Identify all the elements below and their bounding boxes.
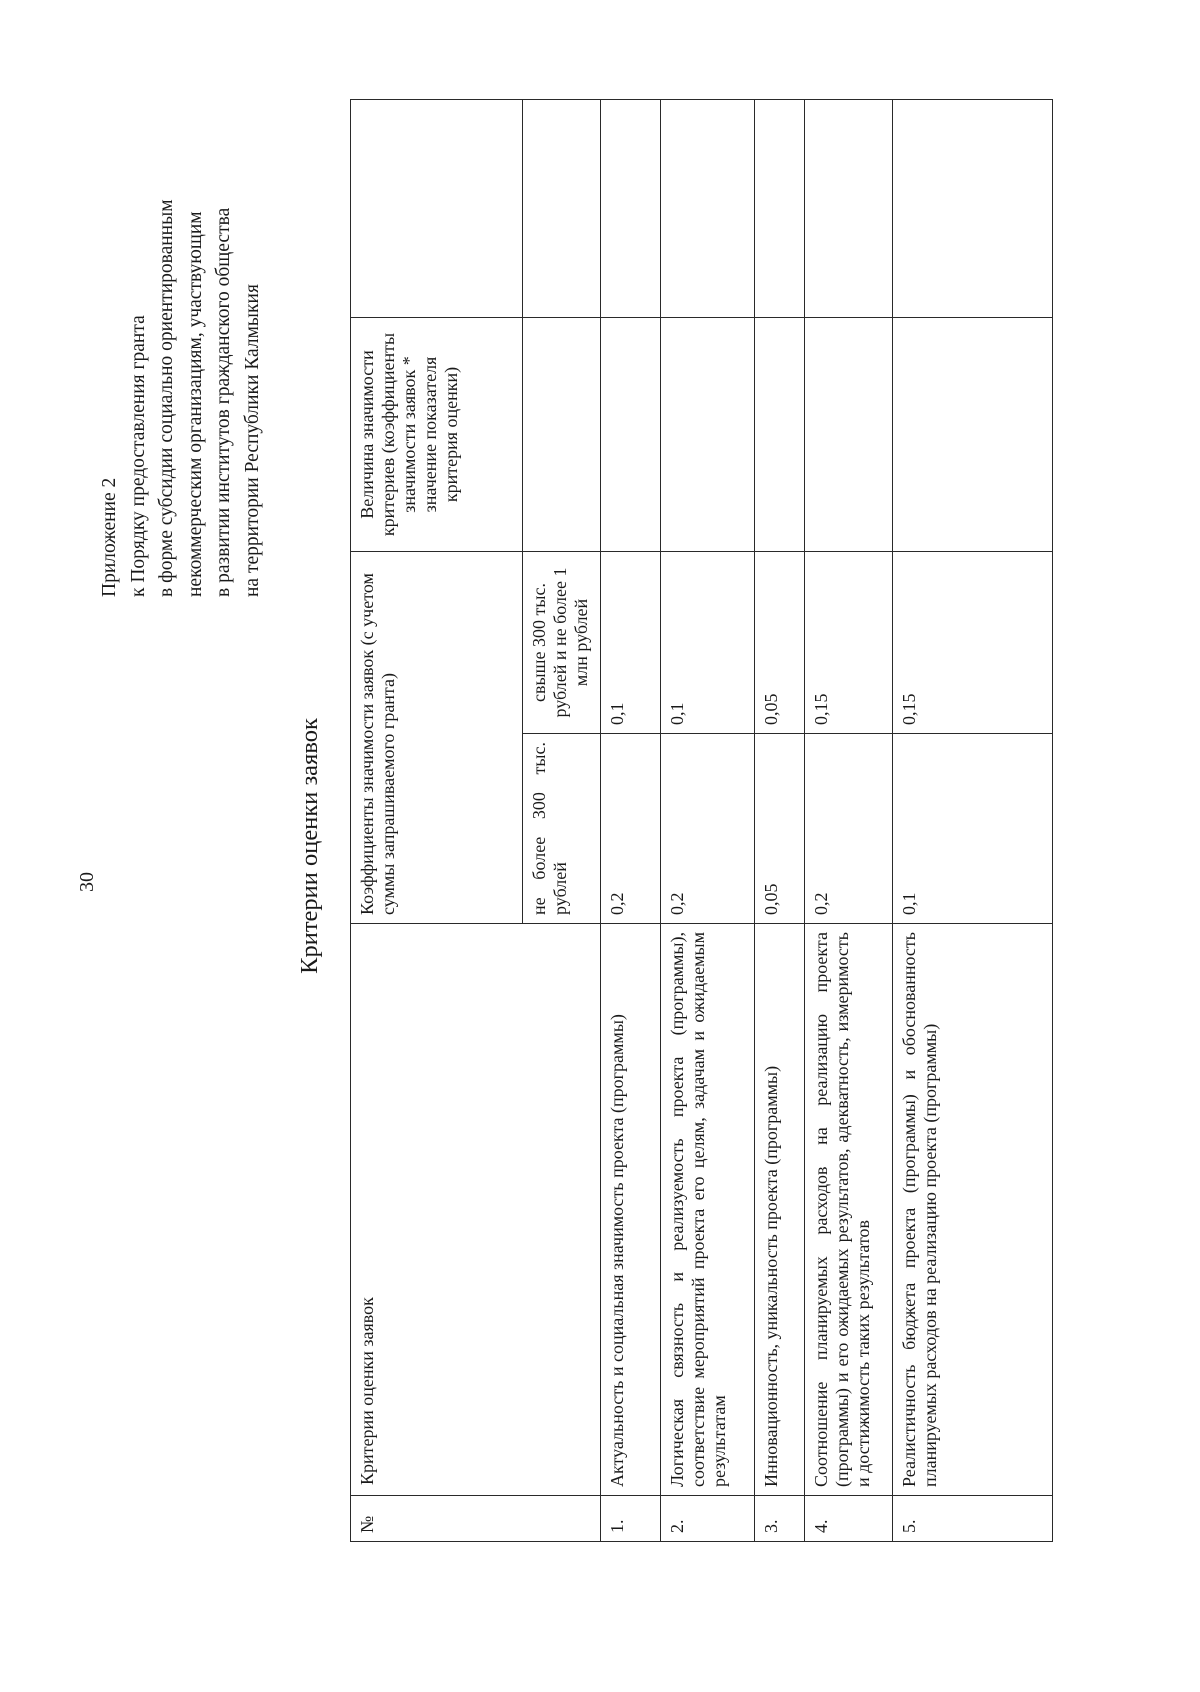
row-empty	[755, 99, 805, 317]
row-criterion: Соотношение планируемых расходов на реализацию проекта (программы) и его ожидаемых результатов, адекватность, измеримость и достижимость таких результатов	[805, 924, 893, 1496]
row-high: 0,1	[661, 551, 755, 733]
row-empty	[601, 99, 661, 317]
subheader-low: не более 300 тыс. рублей	[523, 734, 601, 924]
table-row	[601, 99, 661, 1541]
header-coefficients: Коэффициенты значимости заявок (с учетом суммы запрашиваемого гранта)	[351, 551, 523, 923]
row-magnitude	[805, 317, 893, 551]
row-high: 0,1	[601, 551, 661, 733]
header-magnitude: Величина значимости критериев (коэффициенты значимости заявок * значение показателя критерия оценки)	[351, 317, 523, 551]
row-magnitude	[661, 317, 755, 551]
row-criterion: Инновационность, уникальность проекта (программы)	[755, 924, 805, 1496]
row-empty	[893, 99, 1053, 317]
row-low: 0,2	[661, 734, 755, 924]
appendix-line: некоммерческим организациям, участвующим	[184, 211, 206, 597]
row-high: 0,15	[805, 551, 893, 733]
row-criterion: Актуальность и социальная значимость проекта (программы)	[601, 924, 661, 1496]
row-high: 0,05	[755, 551, 805, 733]
table-row	[805, 99, 893, 1541]
appendix-line: к Порядку предоставления гранта	[127, 315, 149, 597]
row-low: 0,2	[601, 734, 661, 924]
header-empty	[351, 99, 523, 317]
header-num: №	[351, 1496, 601, 1542]
appendix-line: в форме субсидии социально ориентированным	[156, 199, 177, 597]
subheader-empty	[523, 99, 601, 317]
row-magnitude	[755, 317, 805, 551]
row-high: 0,15	[893, 551, 1053, 733]
row-low: 0,1	[893, 734, 1053, 924]
row-magnitude	[601, 317, 661, 551]
document-title: Критерии оценки заявок	[296, 718, 323, 974]
table-row	[755, 99, 805, 1541]
row-num: 3.	[755, 1496, 805, 1542]
row-empty	[805, 99, 893, 317]
header-criteria: Критерии оценки заявок	[351, 924, 601, 1496]
row-num: 4.	[805, 1496, 893, 1542]
page-number: 30	[76, 872, 98, 892]
table-row	[893, 99, 1053, 1541]
appendix-block	[96, 37, 267, 597]
subheader-high: свыше 300 тыс. рублей и не более 1 млн рублей	[523, 551, 601, 733]
row-num: 2.	[661, 1496, 755, 1542]
row-low: 0,05	[755, 734, 805, 924]
row-num: 5.	[893, 1496, 1053, 1542]
row-low: 0,2	[805, 734, 893, 924]
row-magnitude	[893, 317, 1053, 551]
row-criterion: Реалистичность бюджета проекта (программы) и обоснованность планируемых расходов на реализацию проекта (программы)	[893, 924, 1053, 1496]
criteria-table	[350, 99, 1053, 1542]
appendix-line: на территории Республики Калмыкия	[241, 284, 263, 597]
appendix-line: в развитии институтов гражданского общества	[213, 207, 234, 597]
subheader-empty	[523, 317, 601, 551]
row-empty	[661, 99, 755, 317]
row-criterion: Логическая связность и реализуемость проекта (программы), соответствие мероприятий проекта его целям, задачам и ожидаемым результатам	[661, 924, 755, 1496]
table-header-row	[351, 99, 523, 1541]
table-row	[661, 99, 755, 1541]
appendix-line: Приложение 2	[99, 477, 120, 597]
row-num: 1.	[601, 1496, 661, 1542]
